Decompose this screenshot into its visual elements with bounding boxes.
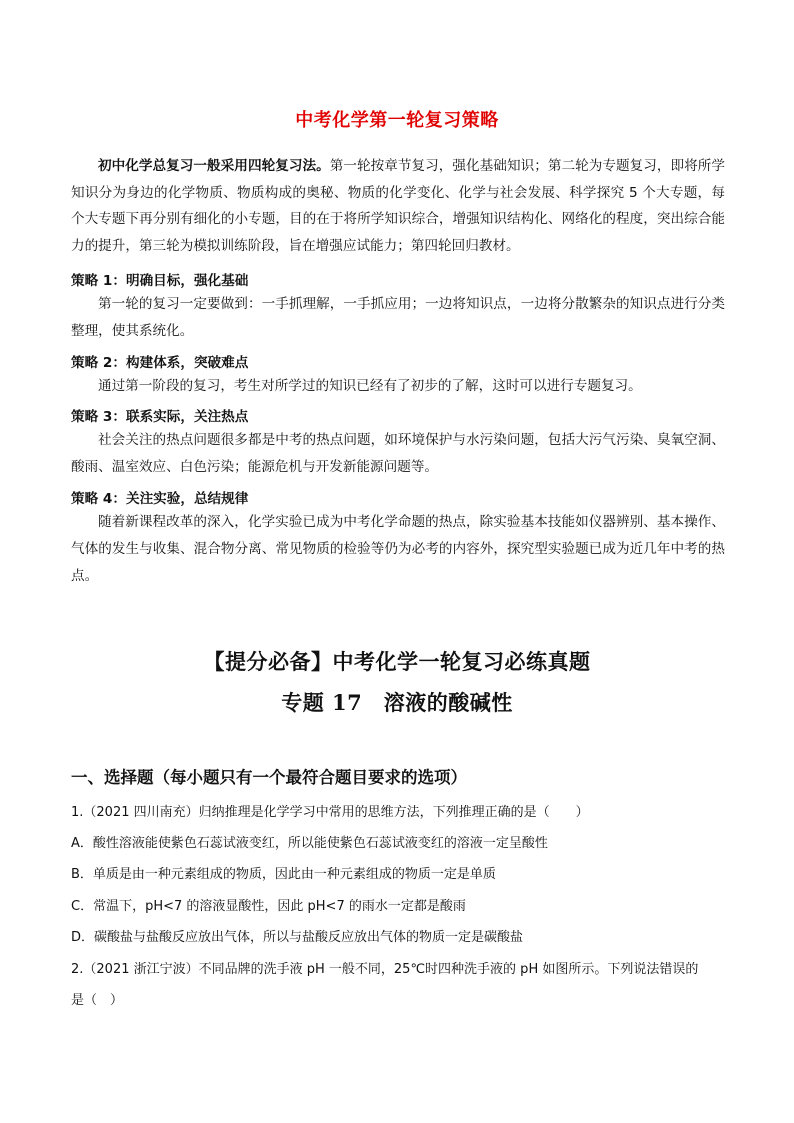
- question-1-stem: 1.（2021 四川南充）归纳推理是化学学习中常用的思维方法，下列推理正确的是（ ）: [71, 805, 589, 820]
- intro-rest: 第一轮按章节复习，强化基础知识；第二轮为专题复习，即将所学知识分为身边的化学物质、物质构成的奥秘、物质的化学变化、化学与社会发展、科学探究 5 个大专题，每个大专题下再分别有细化的小专题，目的在于将所学知识综合，增强知识结构化、网络化的程度，突出综合能力的提升，第三轮为模拟训练阶段，旨在增强应试能力；第四轮回归教材。: [71, 158, 726, 254]
- strategy-1-body: 第一轮的复习一定要做到：一手抓理解，一手抓应用；一边将知识点，一边将分散繁杂的知识点进行分类整理，使其系统化。: [71, 296, 725, 339]
- strategy-2-heading: 策略 2：构建体系，突破难点: [71, 355, 249, 371]
- strategy-1-heading: 策略 1：明确目标，强化基础: [71, 273, 249, 289]
- strategy-3-body: 社会关注的热点问题很多都是中考的热点问题，如环境保护与水污染问题，包括大污气污染、臭氧空洞、酸雨、温室效应、白色污染；能源危机与开发新能源问题等。: [71, 432, 725, 475]
- question-1-option-a: A．酸性溶液能使紫色石蕊试液变红，所以能使紫色石蕊试液变红的溶液一定呈酸性: [71, 836, 548, 851]
- section-heading: 一、选择题（每小题只有一个最符合题目要求的选项）: [71, 768, 467, 787]
- strategy-4-heading: 策略 4：关注实验，总结规律: [71, 491, 249, 507]
- question-1-option-c: C．常温下，pH<7 的溶液显酸性，因此 pH<7 的雨水一定都是酸雨: [71, 899, 466, 914]
- question-bank-title: 【提分必备】中考化学一轮复习必练真题: [203, 649, 591, 674]
- strategy-intro: [71, 153, 725, 259]
- question-1-option-b: B．单质是由一种元素组成的物质，因此由一种元素组成的物质一定是单质: [71, 867, 496, 882]
- question-2-stem-line1: 2.（2021 浙江宁波）不同品牌的洗手液 pH 一般不同，25℃时四种洗手液的 pH 如图所示。下列说法错误的: [71, 962, 699, 977]
- strategy-3-heading: 策略 3：联系实际，关注热点: [71, 409, 249, 425]
- strategy-4-body: 随着新课程改革的深入，化学实验已成为中考化学命题的热点，除实验基本技能如仪器辨别、基本操作、气体的发生与收集、混合物分离、常见物质的检验等仍为必考的内容外，探究型实验题已成为近几年中考的热点。: [71, 514, 725, 584]
- question-1-option-d: D．碳酸盐与盐酸反应放出气体，所以与盐酸反应放出气体的物质一定是碳酸盐: [71, 930, 524, 945]
- question-2-stem-line2: 是（ ）: [71, 993, 124, 1008]
- intro-lead: 初中化学总复习一般采用四轮复习法。: [98, 158, 330, 174]
- strategy-title: 中考化学第一轮复习策略: [295, 110, 499, 131]
- topic-subtitle: 专题 17 溶液的酸碱性: [281, 690, 513, 715]
- strategy-2-body: 通过第一阶段的复习，考生对所学过的知识已经有了初步的了解，这时可以进行专题复习。: [98, 378, 642, 394]
